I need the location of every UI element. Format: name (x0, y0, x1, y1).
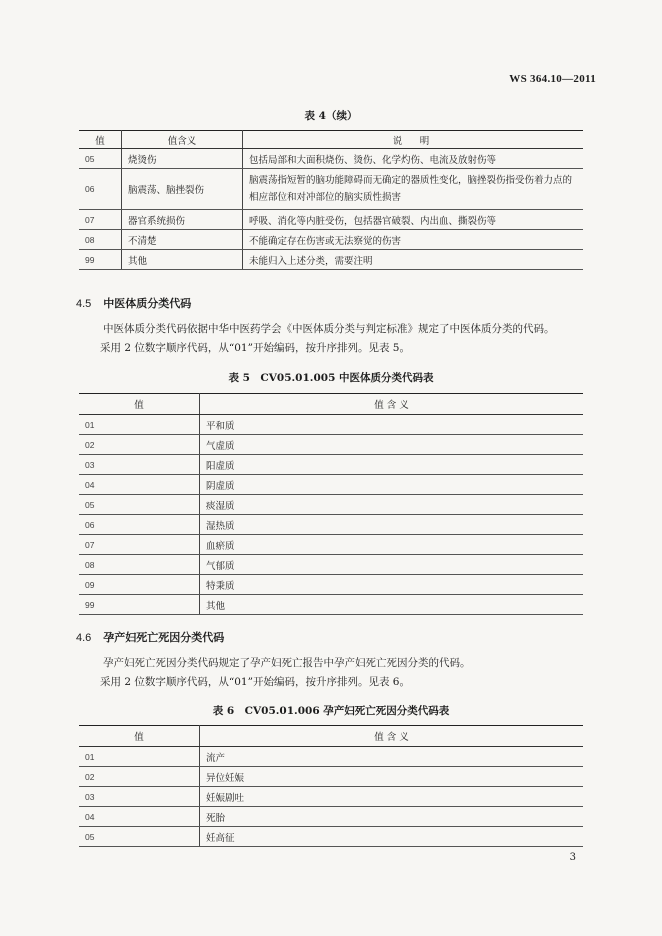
row-code: 05 (79, 495, 200, 515)
row-meaning: 其他 (122, 250, 243, 270)
section-number: 4.5 (76, 298, 92, 310)
section-title: 中医体质分类代码 (103, 297, 192, 310)
paragraph-line: 采用 2 位数字顺序代码，从“01”开始编码，按升序排列。见表 6。 (100, 676, 410, 688)
table-row (79, 149, 583, 169)
table4-caption: 表 4（续） (304, 110, 358, 122)
row-description: 未能归入上述分类，需要注明 (243, 250, 584, 270)
row-meaning: 气郁质 (200, 555, 584, 575)
table-row (79, 475, 583, 495)
table-row (79, 535, 583, 555)
table-row (79, 747, 583, 767)
table-row (79, 595, 583, 615)
row-code: 07 (79, 535, 200, 555)
table-row (79, 575, 583, 595)
table-row (79, 767, 583, 787)
row-meaning: 痰湿质 (200, 495, 584, 515)
table5 (79, 393, 583, 615)
row-code: 01 (79, 415, 200, 435)
row-meaning: 阴虚质 (200, 475, 584, 495)
section-number: 4.6 (76, 632, 92, 644)
table-row (79, 230, 583, 250)
row-meaning: 其他 (200, 595, 584, 615)
paragraph-line: 采用 2 位数字顺序代码，从“01”开始编码，按升序排列。见表 5。 (100, 342, 410, 354)
table4 (79, 130, 583, 270)
table-row (79, 169, 583, 210)
row-description: 脑震荡指短暂的脑功能障碍而无确定的器质性变化，脑挫裂伤指受伤着力点的相应部位和对冲部位的脑实质性损害 (243, 169, 584, 210)
table-row (79, 455, 583, 475)
row-code: 03 (79, 455, 200, 475)
row-meaning: 特秉质 (200, 575, 584, 595)
table6-header-code: 值 (79, 726, 200, 747)
table5-header-code: 值 (79, 394, 200, 415)
section-4-5-heading (76, 295, 191, 311)
row-meaning: 阳虚质 (200, 455, 584, 475)
paragraph-line: 孕产妇死亡死因分类代码规定了孕产妇死亡报告中孕产妇死亡死因分类的代码。 (103, 657, 471, 669)
table-row (79, 827, 583, 847)
row-code: 99 (79, 595, 200, 615)
row-meaning: 不清楚 (122, 230, 243, 250)
row-code: 05 (79, 149, 122, 169)
row-meaning: 脑震荡、脑挫裂伤 (122, 169, 243, 210)
row-description: 包括局部和大面积烧伤、烫伤、化学灼伤、电流及放射伤等 (243, 149, 584, 169)
table6 (79, 725, 583, 847)
row-code: 01 (79, 747, 200, 767)
row-meaning: 妊高征 (200, 827, 584, 847)
row-meaning: 死胎 (200, 807, 584, 827)
row-code: 04 (79, 475, 200, 495)
row-code: 05 (79, 827, 200, 847)
row-meaning: 血瘀质 (200, 535, 584, 555)
row-meaning: 异位妊娠 (200, 767, 584, 787)
table-row (79, 435, 583, 455)
table5-caption: 表 5 CV05.01.005 中医体质分类代码表 (228, 372, 434, 384)
row-meaning: 湿热质 (200, 515, 584, 535)
table-row (79, 787, 583, 807)
row-code: 09 (79, 575, 200, 595)
row-meaning: 流产 (200, 747, 584, 767)
row-code: 08 (79, 230, 122, 250)
row-description: 呼吸、消化等内脏受伤，包括器官破裂、内出血、撕裂伤等 (243, 210, 584, 230)
row-description: 不能确定存在伤害或无法察觉的伤害 (243, 230, 584, 250)
section-title: 孕产妇死亡死因分类代码 (103, 631, 225, 644)
section-4-6-paragraph (100, 654, 471, 692)
table6-header-meaning: 值 含 义 (200, 726, 584, 747)
row-meaning: 平和质 (200, 415, 584, 435)
document-code: WS 364.10—2011 (509, 73, 596, 85)
row-meaning: 气虚质 (200, 435, 584, 455)
section-4-6-heading (76, 629, 224, 645)
table4-header-code: 值 (79, 131, 122, 149)
page-number: 3 (569, 852, 576, 863)
table5-header-meaning: 值 含 义 (200, 394, 584, 415)
table-row (79, 807, 583, 827)
row-code: 06 (79, 515, 200, 535)
row-code: 07 (79, 210, 122, 230)
table-row (79, 555, 583, 575)
row-meaning: 妊娠剧吐 (200, 787, 584, 807)
table-row (79, 495, 583, 515)
row-code: 06 (79, 169, 122, 210)
table-row (79, 250, 583, 270)
row-code: 02 (79, 435, 200, 455)
row-meaning: 烧烫伤 (122, 149, 243, 169)
table-row (79, 515, 583, 535)
row-meaning: 器官系统损伤 (122, 210, 243, 230)
row-code: 02 (79, 767, 200, 787)
section-4-5-paragraph (100, 320, 555, 358)
row-code: 03 (79, 787, 200, 807)
table-row (79, 415, 583, 435)
table4-header-meaning: 值含义 (122, 131, 243, 149)
row-code: 08 (79, 555, 200, 575)
row-code: 04 (79, 807, 200, 827)
table4-header-desc: 说 明 (243, 131, 584, 149)
row-code: 99 (79, 250, 122, 270)
paragraph-line: 中医体质分类代码依据中华中医药学会《中医体质分类与判定标准》规定了中医体质分类的代码。 (103, 323, 555, 335)
table6-caption: 表 6 CV05.01.006 孕产妇死亡死因分类代码表 (212, 705, 450, 717)
table-row (79, 210, 583, 230)
